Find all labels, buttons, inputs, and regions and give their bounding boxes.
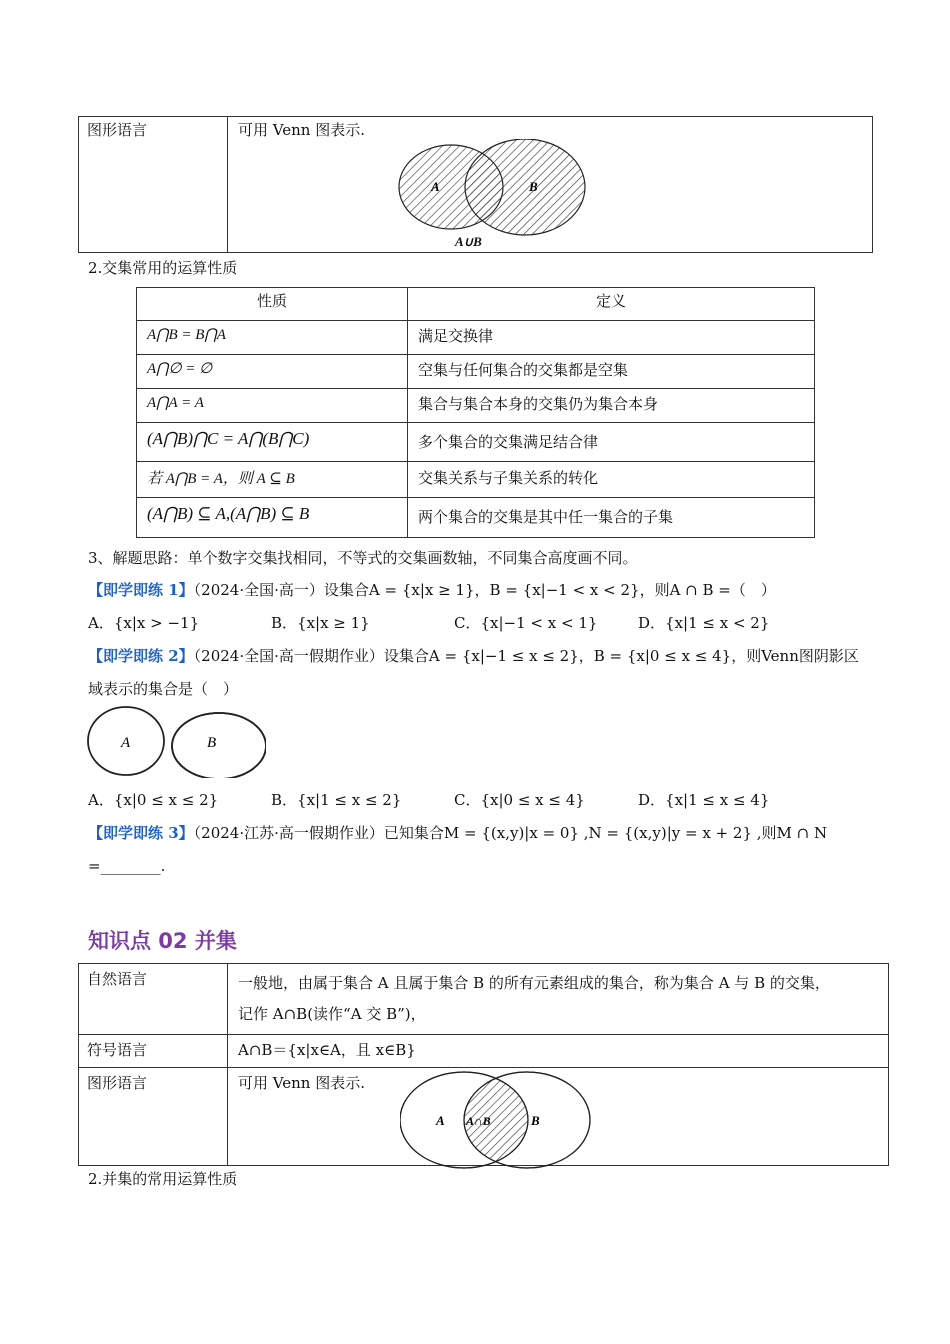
exercise-2-option-d: D．{x|1 ≤ x ≤ 4} (638, 791, 770, 809)
exercise-2-stem (88, 645, 859, 666)
definition-cell: 交集关系与子集关系的转化 (418, 469, 599, 487)
venn-description: 可用 Venn 图表示. (238, 1074, 365, 1092)
property-cell: A⋂B = B⋂A (147, 327, 226, 343)
exercise-3-blank: =________. (88, 857, 166, 875)
natural-language-label: 自然语言 (87, 970, 148, 988)
property-cell: A⋂∅ = ∅ (147, 361, 213, 377)
header-property: 性质 (256, 292, 287, 310)
definition-cell: 满足交换律 (418, 327, 494, 345)
exercise-1-tag: 【即学即练 1】 (88, 581, 194, 599)
venn-label-b: B (529, 179, 538, 194)
venn-union-table (78, 116, 873, 253)
section-title: 知识点 02 并集 (88, 929, 237, 953)
intersection-venn-diagram (86, 706, 266, 778)
property-cell: 若 A⋂B = A，则 A ⊆ B (147, 471, 295, 487)
venn-description: 可用 Venn 图表示. (238, 121, 365, 139)
property-cell: A⋂A = A (147, 395, 204, 411)
exercise-1-stem (88, 579, 776, 600)
venn3-label-ab: A∩B (466, 1114, 491, 1128)
exercise-2-option-a: A．{x|0 ≤ x ≤ 2} (88, 791, 219, 809)
venn3-label-a: A (436, 1113, 445, 1128)
solving-tip: 3、解题思路：单个数字交集找相同，不等式的交集画数轴，不同集合高度画不同。 (88, 549, 638, 567)
exercise-1-option-c: C．{x|−1 < x < 1} (454, 614, 598, 632)
union-venn-diagram (398, 139, 598, 249)
exercise-1-text: （2024·全国·高一）设集合A = {x|x ≥ 1}，B = {x|−1 < x < 2}，则A ∩ B =（ ） (193, 581, 776, 599)
symbol-language-text: A∩B＝{x|x∈A，且 x∈B} (238, 1041, 416, 1059)
definition-cell: 集合与集合本身的交集仍为集合本身 (418, 395, 659, 413)
graphic-language-label: 图形语言 (87, 121, 148, 139)
property-cell: (A⋂B) ⊆ A,(A⋂B) ⊆ B (147, 504, 310, 523)
knowledge-table (78, 963, 889, 1166)
header-definition: 定义 (595, 292, 626, 310)
natural-language-line2: 记作 A∩B(读作“A 交 B”)， (238, 1005, 426, 1023)
symbol-language-label: 符号语言 (87, 1041, 148, 1059)
footer-heading: 2.并集的常用运算性质 (88, 1170, 238, 1188)
definition-cell: 多个集合的交集满足结合律 (418, 433, 599, 451)
exercise-2-tag: 【即学即练 2】 (88, 647, 194, 665)
exercise-1-option-b: B．{x|x ≥ 1} (271, 614, 370, 632)
exercise-2-option-c: C．{x|0 ≤ x ≤ 4} (454, 791, 585, 809)
section2-heading: 2.交集常用的运算性质 (88, 259, 238, 277)
venn3-label-b: B (531, 1113, 540, 1128)
exercise-1-option-d: D．{x|1 ≤ x < 2} (638, 614, 770, 632)
exercise-2-option-b: B．{x|1 ≤ x ≤ 2} (271, 791, 402, 809)
graphic-language-label: 图形语言 (87, 1074, 148, 1092)
exercise-3-text: （2024·江苏·高一假期作业）已知集合M = {(x,y)|x = 0} ,N = {(x,y)|y = x + 2} ,则M ∩ N (193, 824, 828, 842)
venn-caption: A∪B (455, 234, 482, 249)
intersection-properties-table (136, 287, 815, 538)
exercise-3-stem (88, 822, 827, 843)
definition-cell: 空集与任何集合的交集都是空集 (418, 361, 629, 379)
exercise-3-tag: 【即学即练 3】 (88, 824, 194, 842)
natural-language-line1: 一般地，由属于集合 A 且属于集合 B 的所有元素组成的集合，称为集合 A 与 B 的交集， (238, 974, 830, 992)
exercise-1-option-a: A．{x|x > −1} (88, 614, 200, 632)
venn2-label-a: A (121, 735, 131, 751)
definition-cell: 两个集合的交集是其中任一集合的子集 (418, 508, 674, 526)
intersection-venn-diagram-2 (400, 1070, 600, 1170)
exercise-2-text: （2024·全国·高一假期作业）设集合A = {x|−1 ≤ x ≤ 2}，B = {x|0 ≤ x ≤ 4}，则Venn图阴影区 (193, 647, 859, 665)
property-cell: (A⋂B)⋂C = A⋂(B⋂C) (147, 429, 310, 448)
venn2-label-b: B (207, 735, 217, 751)
exercise-2-stem-line2: 域表示的集合是（ ） (88, 680, 239, 698)
venn-label-a: A (431, 179, 440, 194)
